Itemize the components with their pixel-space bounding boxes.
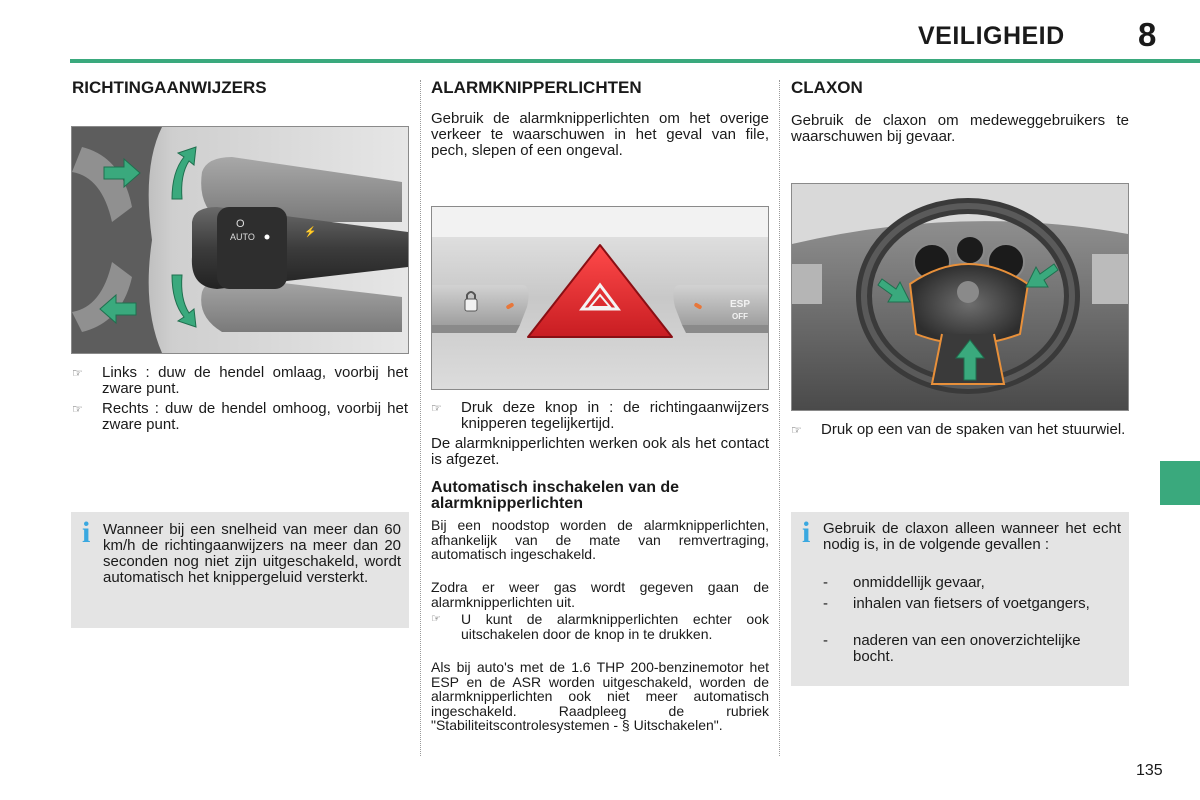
bullet-left: [72, 365, 408, 397]
claxon-case-item: - naderen van een onoverzichtelijke bocht.: [823, 633, 1121, 665]
hazard-para-thp: Als bij auto's met de 1.6 THP 200-benzinemotor het ESP en de ASR worden uitgeschakeld, worden de alarmknipperlichten ook niet meer automatisch ingeschakeld. Raadpleeg de rubriek "Stabiliteitscontrolesystemen - § Uitschakelen".: [431, 659, 769, 733]
section-title: VEILIGHEID: [918, 22, 1065, 50]
hazard-switch-figure: [431, 206, 769, 390]
claxon-bullet: [791, 422, 1129, 438]
stalk-o-label: O: [236, 218, 245, 230]
svg-text:⚡: ⚡: [304, 227, 317, 238]
pointing-hand-icon: ☞: [72, 402, 83, 416]
bullet-right-text: Rechts : duw de hendel omhoog, voorbij het zware punt.: [102, 400, 408, 433]
column-divider: [779, 80, 780, 756]
claxon-case-text: onmiddellijk gevaar,: [853, 574, 985, 591]
peugeot-logo-icon: [957, 281, 979, 303]
steering-wheel-figure: [791, 183, 1129, 411]
pointing-hand-icon: ☞: [791, 423, 802, 437]
header-rule: [70, 59, 1200, 63]
bullet-right: [72, 401, 408, 433]
hazard-intro: Gebruik de alarmknipperlichten om het overige verkeer te waarschuwen in het geval van file, pech, slepen of een ongeval.: [431, 110, 769, 159]
hazard-para-accelerate: Zodra er weer gas wordt gegeven gaan de alarmknipperlichten uit.: [431, 579, 769, 610]
hazard-para-contact: De alarmknipperlichten werken ook als het contact is afgezet.: [431, 435, 769, 468]
chapter-number: 8: [1138, 16, 1157, 53]
claxon-bullet-text: Druk op een van de spaken van het stuurwiel.: [821, 421, 1126, 438]
hazard-bullet: [431, 400, 769, 432]
claxon-case-text: inhalen van fietsers of voetgangers,: [853, 595, 1090, 612]
hazard-bullet-text: Druk deze knop in : de richtingaanwijzers knipperen tegelijkertijd.: [461, 399, 769, 432]
stalk-auto-label: AUTO: [230, 232, 255, 242]
page-number: 135: [1136, 762, 1163, 779]
column-divider: [420, 80, 421, 756]
hazard-para-emergency: Bij een noodstop worden de alarmknipperlichten, afhankelijk van de mate van remvertraging, automatisch ingeschakeld.: [431, 517, 769, 562]
info-icon: i: [802, 516, 811, 549]
pointing-hand-icon: ☞: [431, 401, 442, 415]
turn-signal-stalk-figure: [71, 126, 409, 354]
info-text-claxon: Gebruik de claxon alleen wanneer het echt nodig is, in de volgende gevallen :: [823, 520, 1121, 553]
hazard-bullet-switchoff-text: U kunt de alarmknipperlichten echter ook uitschakelen door de knop in te drukken.: [461, 611, 769, 642]
esp-label: ESP: [730, 299, 751, 310]
alarmknipperlichten-title: ALARMKNIPPERLICHTEN: [431, 78, 642, 97]
claxon-case-item: - onmiddellijk gevaar,: [823, 575, 1121, 591]
hazard-bullet-switchoff: [431, 612, 769, 641]
claxon-case-item: - inhalen van fietsers of voetgangers,: [823, 596, 1121, 612]
off-label: OFF: [732, 312, 748, 321]
claxon-case-text: naderen van een onoverzichtelijke bocht.: [853, 632, 1081, 665]
claxon-intro: Gebruik de claxon om medeweggebruikers te waarschuwen bij gevaar.: [791, 112, 1129, 145]
info-text-turn-signal: Wanneer bij een snelheid van meer dan 60 km/h de richtingaanwijzers na meer dan 20 seconden nog niet zijn uitgeschakeld, wordt automatisch het knippergeluid versterkt.: [103, 521, 401, 586]
richtingaanwijzers-title: RICHTINGAANWIJZERS: [72, 78, 267, 97]
claxon-title: CLAXON: [791, 78, 863, 97]
auto-activation-subhead: Automatisch inschakelen van de alarmknipperlichten: [431, 479, 680, 512]
pointing-hand-icon: ☞: [72, 366, 83, 380]
info-icon: i: [82, 516, 91, 549]
bullet-left-text: Links : duw de hendel omlaag, voorbij het zware punt.: [102, 364, 408, 397]
chapter-tab: [1160, 461, 1200, 505]
pointing-hand-icon: ☞: [431, 613, 441, 625]
